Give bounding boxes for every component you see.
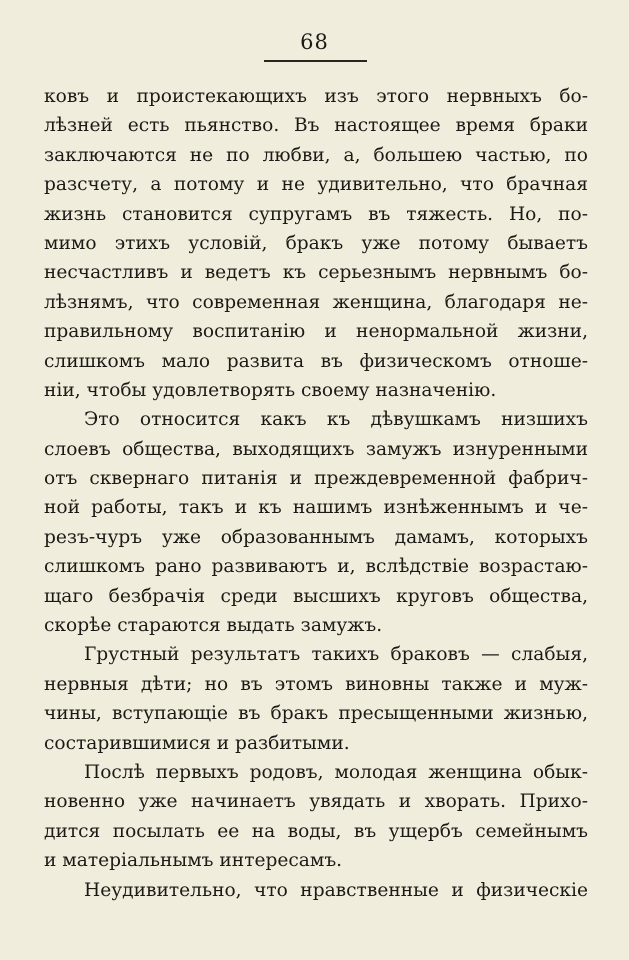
text-line: правильному воспитанію и ненормальной жизни, bbox=[44, 321, 588, 343]
text-line: ной работы, такъ и къ нашимъ изнѣженнымъ и че- bbox=[44, 497, 588, 519]
text-line: лѣзнямъ, что современная женщина, благодаря не- bbox=[44, 291, 588, 313]
text-line: скорѣе стараются выдать замужъ. bbox=[44, 615, 383, 637]
text-line: ніи, чтобы удовлетворять своему назначенію. bbox=[44, 379, 497, 401]
text-line: щаго безбрачія среди высшихъ круговъ общества, bbox=[44, 585, 588, 607]
text-line: новенно уже начинаетъ увядать и хворать. Прихо- bbox=[44, 791, 588, 813]
text-line: отъ сквернаго питанія и преждевременной фабрич- bbox=[44, 468, 588, 490]
text-line: чины, вступающіе въ бракъ пресыщенными жизнью, bbox=[44, 703, 588, 725]
text-line: ковъ и проистекающихъ изъ этого нервныхъ бо- bbox=[44, 86, 588, 107]
text-line: и матеріальнымъ интересамъ. bbox=[44, 850, 343, 872]
text-line: Послѣ первыхъ родовъ, молодая женщина обык- bbox=[84, 761, 588, 783]
page-number: 68 bbox=[300, 30, 329, 54]
text-line: разсчету, а потому и не удивительно, что брачная bbox=[44, 174, 588, 196]
text-line: Это относится какъ къ дѣвушкамъ низшихъ bbox=[84, 409, 588, 431]
text-line: мимо этихъ условій, бракъ уже потому бываетъ bbox=[44, 232, 588, 254]
text-line: заключаются не по любви, а, большею частью, по bbox=[44, 144, 588, 166]
text-line: Грустный результатъ такихъ браковъ — слабыя, bbox=[84, 644, 588, 666]
text-line: жизнь становится супругамъ въ тяжесть. Но, по- bbox=[44, 203, 588, 225]
text-line: дится посылать ее на воды, въ ущербъ семейнымъ bbox=[44, 820, 588, 842]
text-line: лѣзней есть пьянство. Въ настоящее время браки bbox=[44, 115, 588, 137]
text-line: состарившимися и разбитыми. bbox=[44, 732, 350, 754]
text-line: слоевъ общества, выходящихъ замужъ изнуренными bbox=[44, 438, 588, 460]
body-text bbox=[44, 82, 588, 905]
text-line: нервныя дѣти; но въ этомъ виновны также и муж- bbox=[44, 673, 588, 695]
text-line: Неудивительно, что нравственные и физическіе bbox=[84, 879, 588, 901]
text-line: резъ-чуръ уже образованнымъ дамамъ, которыхъ bbox=[44, 526, 588, 548]
text-line: несчастливъ и ведетъ къ серьезнымъ нервнымъ бо- bbox=[44, 262, 588, 284]
text-line: слишкомъ мало развита въ физическомъ отноше- bbox=[44, 350, 588, 372]
header-rule bbox=[264, 60, 367, 62]
text-line: слишкомъ рано развиваютъ и, вслѣдствіе возрастаю- bbox=[44, 556, 588, 578]
